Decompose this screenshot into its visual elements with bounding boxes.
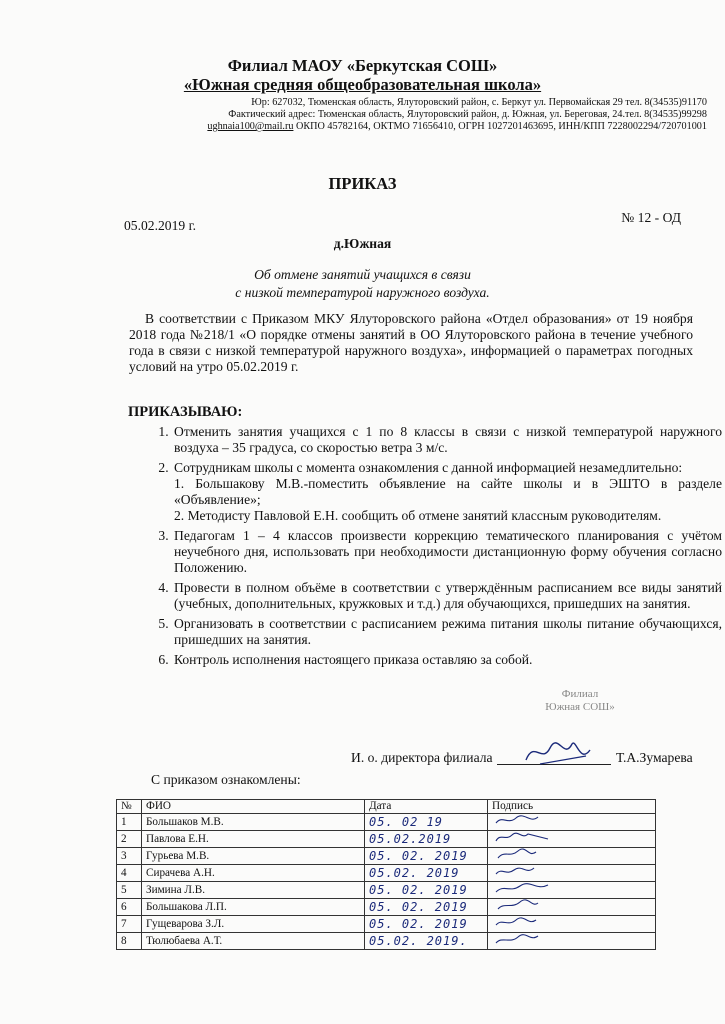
director-signature <box>520 734 600 770</box>
row-signature <box>488 831 656 848</box>
order-item-text: Педагогам 1 – 4 классов произвести коррекцию тематического планирования с учётом неучебного дня, использовать при необходимости дистанционную форму обучения согласно Положению. <box>174 528 722 575</box>
order-date: 05.02.2019 г. <box>124 218 197 233</box>
row-number: 1 <box>117 814 142 831</box>
row-name: Большаков М.В. <box>142 814 365 831</box>
actual-address: Фактический адрес: Тюменская область, Ялуторовский район, д. Южная, ул. Береговая, 24.тел. 8(34535)99298 <box>228 109 707 120</box>
order-item-text: Организовать в соответствии с расписанием режима питания школы питание обучающихся, пришедших на занятия. <box>174 616 722 647</box>
row-number: 3 <box>117 848 142 865</box>
row-date: 05. 02. 2019 <box>365 916 488 933</box>
stamp-text: Южная СОШ» <box>545 701 615 713</box>
acknowledgement-caption: С приказом ознакомлены: <box>151 772 301 787</box>
table-row <box>117 916 656 933</box>
requisites <box>207 121 707 133</box>
row-signature <box>488 916 656 933</box>
row-number: 4 <box>117 865 142 882</box>
row-number: 7 <box>117 916 142 933</box>
column-header: Подпись <box>488 800 656 814</box>
school-name: «Южная средняя общеобразовательная школа» <box>183 75 542 94</box>
handwritten-signature <box>492 916 542 928</box>
order-subitem: 1. Большакову М.В.-поместить объявление на сайте школы и в ЭШТО в разделе «Объявление»; <box>174 476 722 507</box>
row-name: Большакова Л.П. <box>142 899 365 916</box>
row-name: Сирачева А.Н. <box>142 865 365 882</box>
table-row <box>117 848 656 865</box>
order-items-list <box>142 424 722 672</box>
table-row <box>117 814 656 831</box>
table-row <box>117 933 656 950</box>
order-number: № 12 - ОД <box>621 210 681 225</box>
column-header: № <box>117 800 142 814</box>
handwritten-signature <box>492 899 542 911</box>
handwritten-signature <box>492 848 542 860</box>
decree-heading: ПРИКАЗЫВАЮ: <box>128 404 243 420</box>
email-link[interactable]: ughnaia100@mail.ru <box>207 121 294 132</box>
row-date: 05. 02. 2019 <box>365 882 488 899</box>
table-row <box>117 831 656 848</box>
legal-address: Юр: 627032, Тюменская область, Ялуторовский район, с. Беркут ул. Первомайская 29 тел. 8(34535)91170 <box>251 97 707 108</box>
order-item-text: Контроль исполнения настоящего приказа оставляю за собой. <box>174 652 533 667</box>
organization-name: Филиал МАОУ «Беркутская СОШ» <box>227 56 498 75</box>
order-place: д.Южная <box>333 236 392 251</box>
table-header-row <box>117 800 656 814</box>
order-item <box>172 424 722 456</box>
table-row <box>117 865 656 882</box>
order-item <box>172 528 722 576</box>
order-item-text: Провести в полном объёме в соответствии с утверждённым расписанием все виды занятий (учебных, дополнительных, кружковых и т.д.) для обучающихся, пришедших на занятия. <box>174 580 722 611</box>
column-header: ФИО <box>142 800 365 814</box>
row-name: Павлова Е.Н. <box>142 831 365 848</box>
row-signature <box>488 899 656 916</box>
handwritten-signature <box>492 831 552 843</box>
row-number: 6 <box>117 899 142 916</box>
subject-line: с низкой температурой наружного воздуха. <box>235 285 490 300</box>
row-name: Гурьева М.В. <box>142 848 365 865</box>
row-date: 05. 02. 2019 <box>365 848 488 865</box>
row-name: Гущеварова З.Л. <box>142 916 365 933</box>
order-item <box>172 580 722 612</box>
subject-line: Об отмене занятий учащихся в связи <box>254 267 471 282</box>
registration-codes: ОКПО 45782164, ОКТМО 71656410, ОГРН 1027201463695, ИНН/КПП 7228002294/720701001 <box>293 121 707 132</box>
acknowledgement-table <box>116 799 656 950</box>
row-name: Тюлюбаева А.Т. <box>142 933 365 950</box>
row-signature <box>488 865 656 882</box>
row-date: 05. 02. 2019 <box>365 899 488 916</box>
row-number: 8 <box>117 933 142 950</box>
column-header: Дата <box>365 800 488 814</box>
director-name: Т.А.Зумарева <box>616 750 693 765</box>
row-number: 2 <box>117 831 142 848</box>
order-subject <box>0 266 725 302</box>
row-number: 5 <box>117 882 142 899</box>
table-row <box>117 882 656 899</box>
row-date: 05. 02 19 <box>365 814 488 831</box>
row-signature <box>488 933 656 950</box>
handwritten-signature <box>492 814 542 826</box>
order-item-text: Сотрудникам школы с момента ознакомления с данной информацией незамедлительно: <box>174 460 683 475</box>
preamble-paragraph: В соответствии с Приказом МКУ Ялуторовского района «Отдел образования» от 19 ноября 2018 года №218/1 «О порядке отмены занятий в ОО Ялуторовского района в течение учебного года в связи с низкой температурой наружного воздуха», информацией о параметрах погодных условий на утро 05.02.2019 г. <box>129 311 693 374</box>
document-title: ПРИКАЗ <box>328 174 397 193</box>
row-signature <box>488 882 656 899</box>
row-date: 05.02. 2019. <box>365 933 488 950</box>
row-date: 05.02.2019 <box>365 831 488 848</box>
row-date: 05.02. 2019 <box>365 865 488 882</box>
order-item <box>172 460 722 524</box>
order-subitem: 2. Методисту Павловой Е.Н. сообщить об отмене занятий классным руководителям. <box>174 508 662 523</box>
order-item-text: Отменить занятия учащихся с 1 по 8 классы в связи с низкой температурой наружного воздуха – 35 градуса, со скоростью ветра 3 м/с. <box>174 424 722 455</box>
row-name: Зимина Л.В. <box>142 882 365 899</box>
handwritten-signature <box>492 865 542 877</box>
order-item <box>172 616 722 648</box>
table-row <box>117 899 656 916</box>
row-signature <box>488 848 656 865</box>
handwritten-signature <box>492 933 542 945</box>
row-signature <box>488 814 656 831</box>
signature-role: И. о. директора филиала <box>351 750 493 765</box>
stamp-text: Филиал <box>561 688 599 700</box>
handwritten-signature <box>492 882 552 894</box>
order-item <box>172 652 722 668</box>
